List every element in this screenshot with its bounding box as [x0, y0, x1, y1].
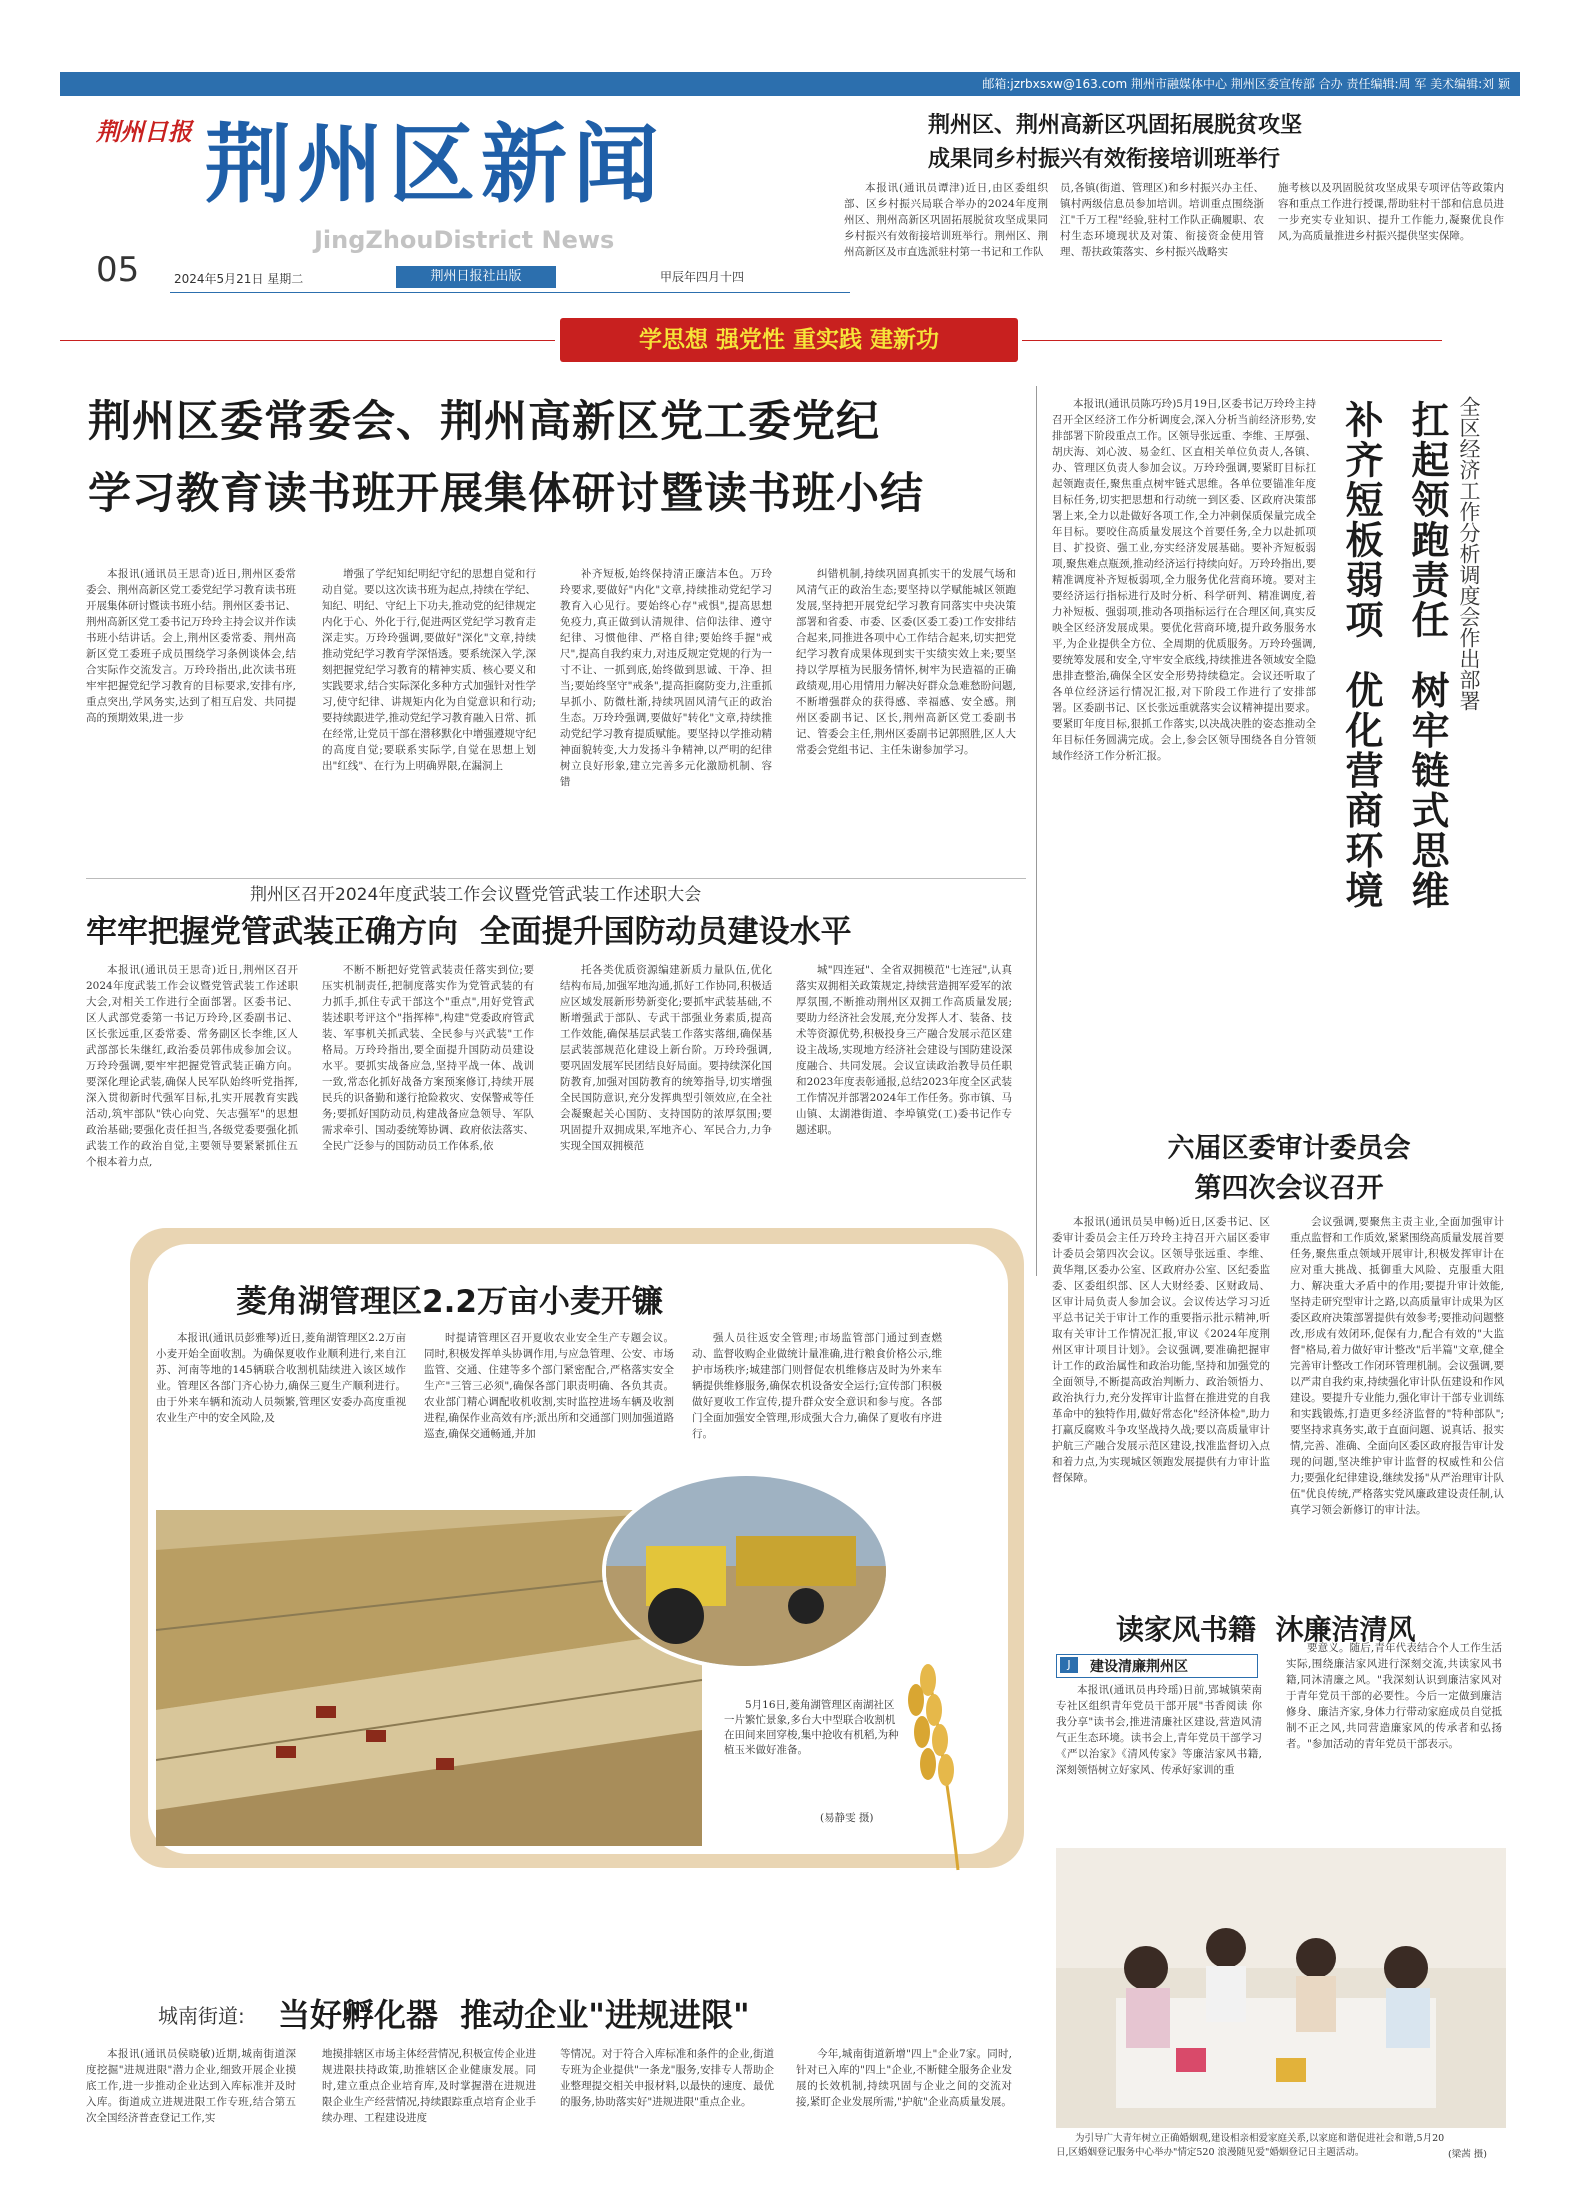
business-col-2: 地摸排辖区市场主体经营情况,积极宣传企业进规进限扶持政策,助推辖区企业健康发展。同时,建立重点企业培育库,及时掌握潜在进规进限企业生产经营情况,持续跟踪重点培育企业手续办理、工程建设进度 [322, 2048, 536, 2124]
contact-bar: 邮箱:jzrbxsxw@163.com 荆州市融媒体中心 荆州区委宣传部 合办 责任编辑:周 军 美术编辑:刘 颖 [60, 72, 1520, 96]
issue-date: 2024年5月21日 星期二 [174, 272, 304, 286]
masthead-rule [170, 292, 850, 293]
top-article-title-2: 成果同乡村振兴有效衔接培训班举行 [928, 147, 1281, 172]
newspaper-logo: 荆州日报 [96, 117, 192, 146]
lead-col-4: 纠错机制,持续巩固真抓实干的发展气场和风清气正的政治生态;要坚持以学赋能城区领跑发展,坚持把开展党纪学习教育同落实中央决策部署和省委、市委、区委(区委工委)工作安排结合起来,同推进各项中心工作结合起来,切实把党纪学习教育成果体现到实干实绩实效上来;要坚持以学厚植为民服务情怀,树牢为民造福的正确政绩观,用心用情用力解决好群众急难愁盼问题,不断增强群众的获得感、幸福感、安全感。荆州区委副书记、区长,荆州高新区党工委副书记、管委会主任,荆州区委副书记郭照胜,区人大常委会党组书记、主任朱谢参加学习。 [796, 568, 1016, 756]
publisher-badge: 荆州日报社出版 [396, 266, 556, 288]
army-col-4: 城"四连冠"、全省双拥模范"七连冠",认真落实双拥相关政策规定,持续营造拥军爱军的浓厚氛围,不断推动荆州区双拥工作高质量发展;要助力经济社会发展,充分发挥人才、装备、技术等资源优势,积极投身三产融合发展示范区建设主战场,实现地方经济社会建设与国防建设深度融合、共同发展。会议宣读政治教导员任职和2023年度表彰通报,总结2023年度全区武装工作情况并部署2024年工作任务。弥市镇、马山镇、太湖港街道、李埠镇党(工)委书记作专题述职。 [796, 964, 1012, 1136]
clean-col-1: 本报讯(通讯员冉玲瑶)日前,郢城镇荣南专社区组织青年党员干部开展"书香阅读 你我分享"读书会,推进清廉社区建设,营造风清气正生态环境。读书会上,青年党员干部学习《严以治家》《清风传家》等廉洁家风书籍,深刻领悟树立好家风、传承好家训的重 [1056, 1684, 1262, 1776]
wheat-col-1: 本报讯(通讯员彭雅琴)近日,菱角湖管理区2.2万亩小麦开始全面收割。为确保夏收作业顺利进行,来自江苏、河南等地的145辆联合收割机陆续进入该区域作业。管理区各部门齐心协力,确保三夏生产顺利进行。由于外来车辆和流动人员频繁,管理区安委办高度重视农业生产中的安全风险,及 [156, 1332, 406, 1424]
audit-title-1: 六届区委审计委员会 [1167, 1133, 1411, 1164]
business-col-3: 等情况。对于符合入库标准和条件的企业,街道专班为企业提供"一条龙"服务,安排专人帮助企业整理提交相关申报材料,以最快的速度、最优的服务,协助落实好"进规进限"重点企业。 [560, 2048, 774, 2108]
business-kicker: 城南街道: [158, 2004, 245, 2028]
business-col-4: 今年,城南街道新增"四上"企业7家。同时,针对已入库的"四上"企业,不断健全服务企业发展的长效机制,持续巩固与企业之间的交流对接,紧盯企业发展所需,"护航"企业高质量发展。 [796, 2048, 1012, 2108]
economy-body: 本报讯(通讯员陈巧玲)5月19日,区委书记万玲玲主持召开全区经济工作分析调度会,深入分析当前经济形势,安排部署下阶段重点工作。区领导张远重、李维、王厚强、胡庆海、刘心波、易金红、区直相关单位负责人,各镇、办、管理区负责人参加会议。万玲玲强调,要紧盯目标扛起领跑责任,聚焦重点树牢链式思维。各单位要锚准年度目标任务,切实把思想和行动统一到区委、区政府决策部署上来,全力以赴做好各项工作,全力冲刺保质保量完成全年目标。要咬住高质量发展这个首要任务,全力以赴抓项目、扩投资、强工业,夯实经济发展基础。要补齐短板弱项,聚焦难点瓶颈,推动经济运行持续向好。万玲玲指出,要精准调度补齐短板弱项,全力服务优化营商环境。要对主要经济运行指标进行及时分析、科学研判、精准调度,着力补短板、强弱项,推动各项指标运行在合理区间,真实反映全区经济发展成果。要优化营商环境,提升政务服务水平,为企业提供全方位、全周期的优质服务。万玲玲强调,要统筹发展和安全,守牢安全底线,持续推进各领域安全隐患排查整治,确保全区安全形势持续稳定。会议还听取了各单位经济运行情况汇报,对下阶段工作进行了安排部署。区委副书记、区长张远重就落实会议精神提出要求。要紧盯年度目标,狠抓工作落实,以决战决胜的姿态推动全年目标任务圆满完成。会上,参会区领导围绕各自分管领域作经济工作分析汇报。 [1052, 398, 1316, 762]
economy-headline-1: 扛起领跑责任 树牢链式思维 [1405, 400, 1449, 911]
clean-title: 读家风书籍 沐廉洁清风 [1116, 1613, 1416, 1646]
banner-rule-left [60, 340, 555, 341]
army-col-3: 托各类优质资源编建新质力量队伍,优化结构布局,加强军地沟通,抓好工作协同,积极适应区域发展新形势新变化;要抓牢武装基础,不断增强武于部队、专武干部强业务素质,提高工作效能,确保基层武装工作落实落细,确保基层武装部规范化建设上新台阶。万玲玲强调,要巩固发展军民团结良好局面。要持续深化国防教育,加强对国防教育的统筹指导,切实增强全民国防意识,充分发挥典型引领效应,在全社会凝聚起关心国防、支持国防的浓厚氛围;要巩固提升双拥成果,军地齐心、军民合力,力争实现全国双拥模范 [560, 964, 772, 1152]
masthead-title: 荆州区新闻 [205, 115, 665, 215]
masthead-subtitle: JingZhouDistrict News [314, 226, 615, 254]
top-article-col-1: 本报讯(通讯员谭津)近日,由区委组织部、区乡村振兴局联合举办的2024年度荆州区、荆州高新区巩固拓展脱贫攻坚成果同乡村振兴有效衔接培训班举行。荆州区、荆州高新区及市直选派驻村第一书记和工作队 [844, 182, 1048, 258]
wheat-title: 菱角湖管理区2.2万亩小麦开镰 [236, 1284, 663, 1320]
lead-col-3: 补齐短板,始终保持清正廉洁本色。万玲玲要求,要做好"内化"文章,持续推动党纪学习教育入心见行。要始终心存"戒惧",提高思想免疫力,真正做到认清规律、信仰法律、遵守纪律、习惯他律、严格自律;要始终手握"戒尺",提高自我约束力,对违反规定党规的行为一寸不让、一抓到底,始终做到思诚、干净、担当;要始终坚守"戒条",提高拒腐防变力,注重抓早抓小、防微杜渐,持续巩固风清气正的政治生态。万玲玲强调,要做好"转化"文章,持续推动党纪学习教育提质赋能。要坚持以学推动精神面貌转变,大力发扬斗争精神,以严明的纪律树立良好形象,建立完善多元化激励机制、容错 [560, 568, 772, 788]
reading-event-photo [1056, 1848, 1506, 2128]
lead-title-2: 学习教育读书班开展集体研讨暨读书班小结 [88, 469, 924, 519]
clean-column-icon: J [1060, 1657, 1078, 1673]
audit-col-2: 会议强调,要聚焦主责主业,全面加强审计重点监督和工作质效,紧紧围绕高质量发展首要任务,聚焦重点领域开展审计,积极发挥审计在应对重大挑战、抵御重大风险、克服重大阻力、解决重大矛盾中的作用;要提升审计效能,坚持走研究型审计之路,以高质量审计成果为区委区政府决策部署提供有效参考;要推动问题整改,形成有效闭环,促保有力,配合有效的"大监督"格局,着力做好审计整改"后半篇"文章,健全完善审计整改工作闭环管理机制。会议强调,要以严肃自我约束,持续强化审计队伍建设和作风建设。要提升专业能力,强化审计干部专业训练和实践锻炼,打造更多经济监督的"特种部队";要坚持求真务实,敢于直面问题、说真话、报实情,完善、准确、全面向区委区政府报告审计发现的问题,坚决维护审计监督的权威性和公信力;要强化纪律建设,继续发扬"从严治理审计队伍"优良传统,严格落实党风廉政建设责任制,认真学习领会新修订的审计法。 [1290, 1216, 1504, 1516]
army-col-1: 本报讯(通讯员王思奇)近日,荆州区召开2024年度武装工作会议暨党管武装工作述职大会,对相关工作进行全面部署。区委书记、区人武部党委第一书记万玲玲,区委副书记、区长张远重,区委常委、常务副区长李维,区人武部部长朱继红,政治委员郭伟成参加会议。万玲玲强调,要牢牢把握党管武装正确方向。要深化理论武装,确保人民军队始终听党指挥,深入贯彻新时代强军目标,扎实开展教育实践活动,筑牢部队"铁心向党、矢志强军"的思想政治基础;要强化责任担当,各级党委要强化抓武装工作的政治自觉,主要领导要紧紧抓住五个根本着力点, [86, 964, 298, 1168]
clean-col-2: 要意义。随后,青年代表结合个人工作生活实际,围绕廉洁家风进行深刻交流,共读家风书籍,同沐清廉之风。"我深刻认识到廉洁家风对于青年党员干部的必要性。今后一定做到廉洁修身、廉洁齐家,身体力行带动家庭成员自觉抵制不正之风,共同营造廉家风的传承者和弘扬者。"参加活动的青年党员干部表示。 [1286, 1642, 1502, 1750]
tractor-photo [602, 1472, 890, 1670]
column-divider [1036, 386, 1037, 1276]
page-number: 05 [96, 250, 140, 290]
wheat-photo-credit: (易静雯 摄) [820, 1812, 874, 1824]
reading-photo-credit: (梁茜 摄) [1448, 2149, 1487, 2160]
business-title: 当好孵化器 推动企业"进规进限" [278, 1996, 750, 2034]
lunar-date: 甲辰年四月十四 [660, 270, 745, 284]
audit-col-1: 本报讯(通讯员吴申畅)近日,区委书记、区委审计委员会主任万玲玲主持召开六届区委审计委员会第四次会议。区领导张远重、李维、黄华翔,区委办公室、区政府办公室、区纪委监委、区委组织部、区人大财经委、区财政局、区审计局负责人参加会议。会议传达学习习近平总书记关于审计工作的重要指示批示精神,听取有关审计工作情况汇报,审议《2024年度荆州区审计项目计划》。会议强调,要准确把握审计工作的政治属性和政治功能,坚持和加强党的全面领导,不断提高政治判断力、政治领悟力、政治执行力,充分发挥审计监督在推进党的自我革命中的独特作用,做好常态化"经济体检",助力打赢反腐败斗争攻坚战持久战;要以高质量审计护航三产融合发展示范区建设,找准监督切入点和着力点,为实现城区领跑发展提供有力审计监督保障。 [1052, 1216, 1270, 1484]
clean-column-label: 建设清廉荆州区 [1090, 1659, 1188, 1675]
economy-body-wide [1052, 1030, 1502, 1046]
army-top-rule [86, 878, 1026, 879]
economy-headline-2: 补齐短板弱项 优化营商环境 [1339, 400, 1383, 911]
army-col-2: 不断不断把好党管武装责任落实到位;要压实机制责任,把制度落实作为党管武装的有力抓手,抓住专武干部这个"重点",用好党管武装述职考评这个"指挥棒",构建"党委政府管武装、军事机关抓武装、全民参与兴武装"工作格局。万玲玲指出,要全面提升国防动员建设水平。要抓实战备应急,坚持平战一体、战训一致,常态化抓好战备方案预案修订,持续开展民兵的识备勤和遂行抢险救灾、安保警戒等任务;要抓好国防动员,构建战备应急领导、军队需求牵引、国动委统筹协调、政府依法落实、全民广泛参与的国防动员工作体系,依 [322, 964, 534, 1152]
wheat-col-3: 强人员往返安全管理;市场监管部门通过到查燃动、监督收购企业做统计量准确,进行粮食价格公示,维护市场秩序;城建部门则督促农机维修店及时为外来车辆提供维修服务,确保农机设备安全运行;宣传部门积极做好夏收工作宣传,提升群众安全意识和参与度。各部门全面加强安全管理,形成强大合力,确保了夏收有序进行。 [692, 1332, 942, 1440]
wheat-ear-icon [888, 1640, 1008, 1880]
economy-kicker: 全区经济工作分析调度会作出部署 [1457, 396, 1481, 711]
lead-col-1: 本报讯(通讯员王思奇)近日,荆州区委常委会、荆州高新区党工委党纪学习教育读书班开展集体研讨暨读书班小结。荆州区委书记、荆州高新区党工委书记万玲玲主持会议并作读书班小结讲话。会上,荆州区委常委、荆州高新区党工委班子成员围绕学习条例谈体会,结合实际作交流发言。万玲玲指出,此次读书班牢牢把握党纪学习教育的目标要求,安排有序,重点突出,学风务实,达到了相互启发、共同提高的预期效果,进一步 [86, 568, 296, 724]
army-kicker: 荆州区召开2024年度武装工作会议暨党管武装工作述职大会 [250, 885, 702, 905]
lead-title-1: 荆州区委常委会、荆州高新区党工委党纪 [88, 397, 880, 447]
top-article-title-1: 荆州区、荆州高新区巩固拓展脱贫攻坚 [928, 113, 1303, 138]
audit-title-2: 第四次会议召开 [1194, 1173, 1384, 1204]
lead-col-2: 增强了学纪知纪明纪守纪的思想自觉和行动自觉。要以这次读书班为起点,持续在学纪、知纪、明纪、守纪上下功夫,推动党的纪律规定内化于心、外化于行,促进两区党纪学习教育走深走实。万玲玲强调,要做好"深化"文章,持续推动党纪学习教育学深悟透。要系统深入学,深刻把握党纪学习教育的精神实质、核心要义和实践要求,结合实际深化多种方式加强针对性学习,使守纪律、讲规矩内化为自觉意识和行动;要持续跟进学,推动党纪学习教育融入日常、抓在经常,让党员干部在潜移默化中增强遵规守纪的高度自觉;要联系实际学,自觉在思想上划出"红线"、在行为上明确界限,在漏洞上 [322, 568, 536, 772]
top-article-col-2: 员,各镇(街道、管理区)和乡村振兴办主任、镇村两级信息员参加培训。培训重点围绕浙江"千万工程"经验,驻村工作队正确履职、农村生态环境现状及对策、衔接资金使用管理、帮扶政策落实、乡村振兴战略实 [1060, 182, 1264, 258]
reading-photo-caption: 为引导广大青年树立正确婚姻观,建设相亲相爱家庭关系,以家庭和谐促进社会和谐,5月20日,区婚姻登记服务中心举办"情定520 浪漫随见爱"婚姻登记日主题活动。 [1056, 2133, 1445, 2158]
wheat-photo-caption: 5月16日,菱角湖管理区南湖社区一片繁忙景象,多台大中型联合收割机在田间来回穿梭,集中抢收有机稻,为种植玉米做好准备。 [724, 1699, 899, 1756]
business-col-1: 本报讯(通讯员侯晓敏)近期,城南街道深度挖掘"进规进限"潜力企业,细致开展企业摸底工作,进一步推动企业达到入库标准并及时入库。街道成立进规进限工作专班,结合第五次全国经济普查登记工作,实 [86, 2048, 296, 2124]
banner-rule-right [1022, 340, 1442, 341]
wheat-col-2: 时提请管理区召开夏收农业安全生产专题会议。同时,积极发挥单头协调作用,与应急管理、公安、市场监管、交通、住建等多个部门紧密配合,严格落实安全生产"三管三必须",确保各部门职责明确、各负其责。农业部门精心调配收机收割,实时监控进场车辆及收割进程,确保作业高效有序;派出所和交通部门则加强道路巡查,确保交通畅通,并加 [424, 1332, 674, 1440]
top-article-col-3: 施考核以及巩固脱贫攻坚成果专项评估等政策内容和重点工作进行授课,帮助驻村干部和信息员进一步充实专业知识、提升工作能力,凝聚优良作风,为高质量推进乡村振兴提供坚实保障。 [1278, 182, 1504, 242]
slogan-text: 学思想 强党性 重实践 建新功 [638, 327, 940, 353]
army-title: 牢牢把握党管武装正确方向 全面提升国防动员建设水平 [86, 914, 852, 950]
